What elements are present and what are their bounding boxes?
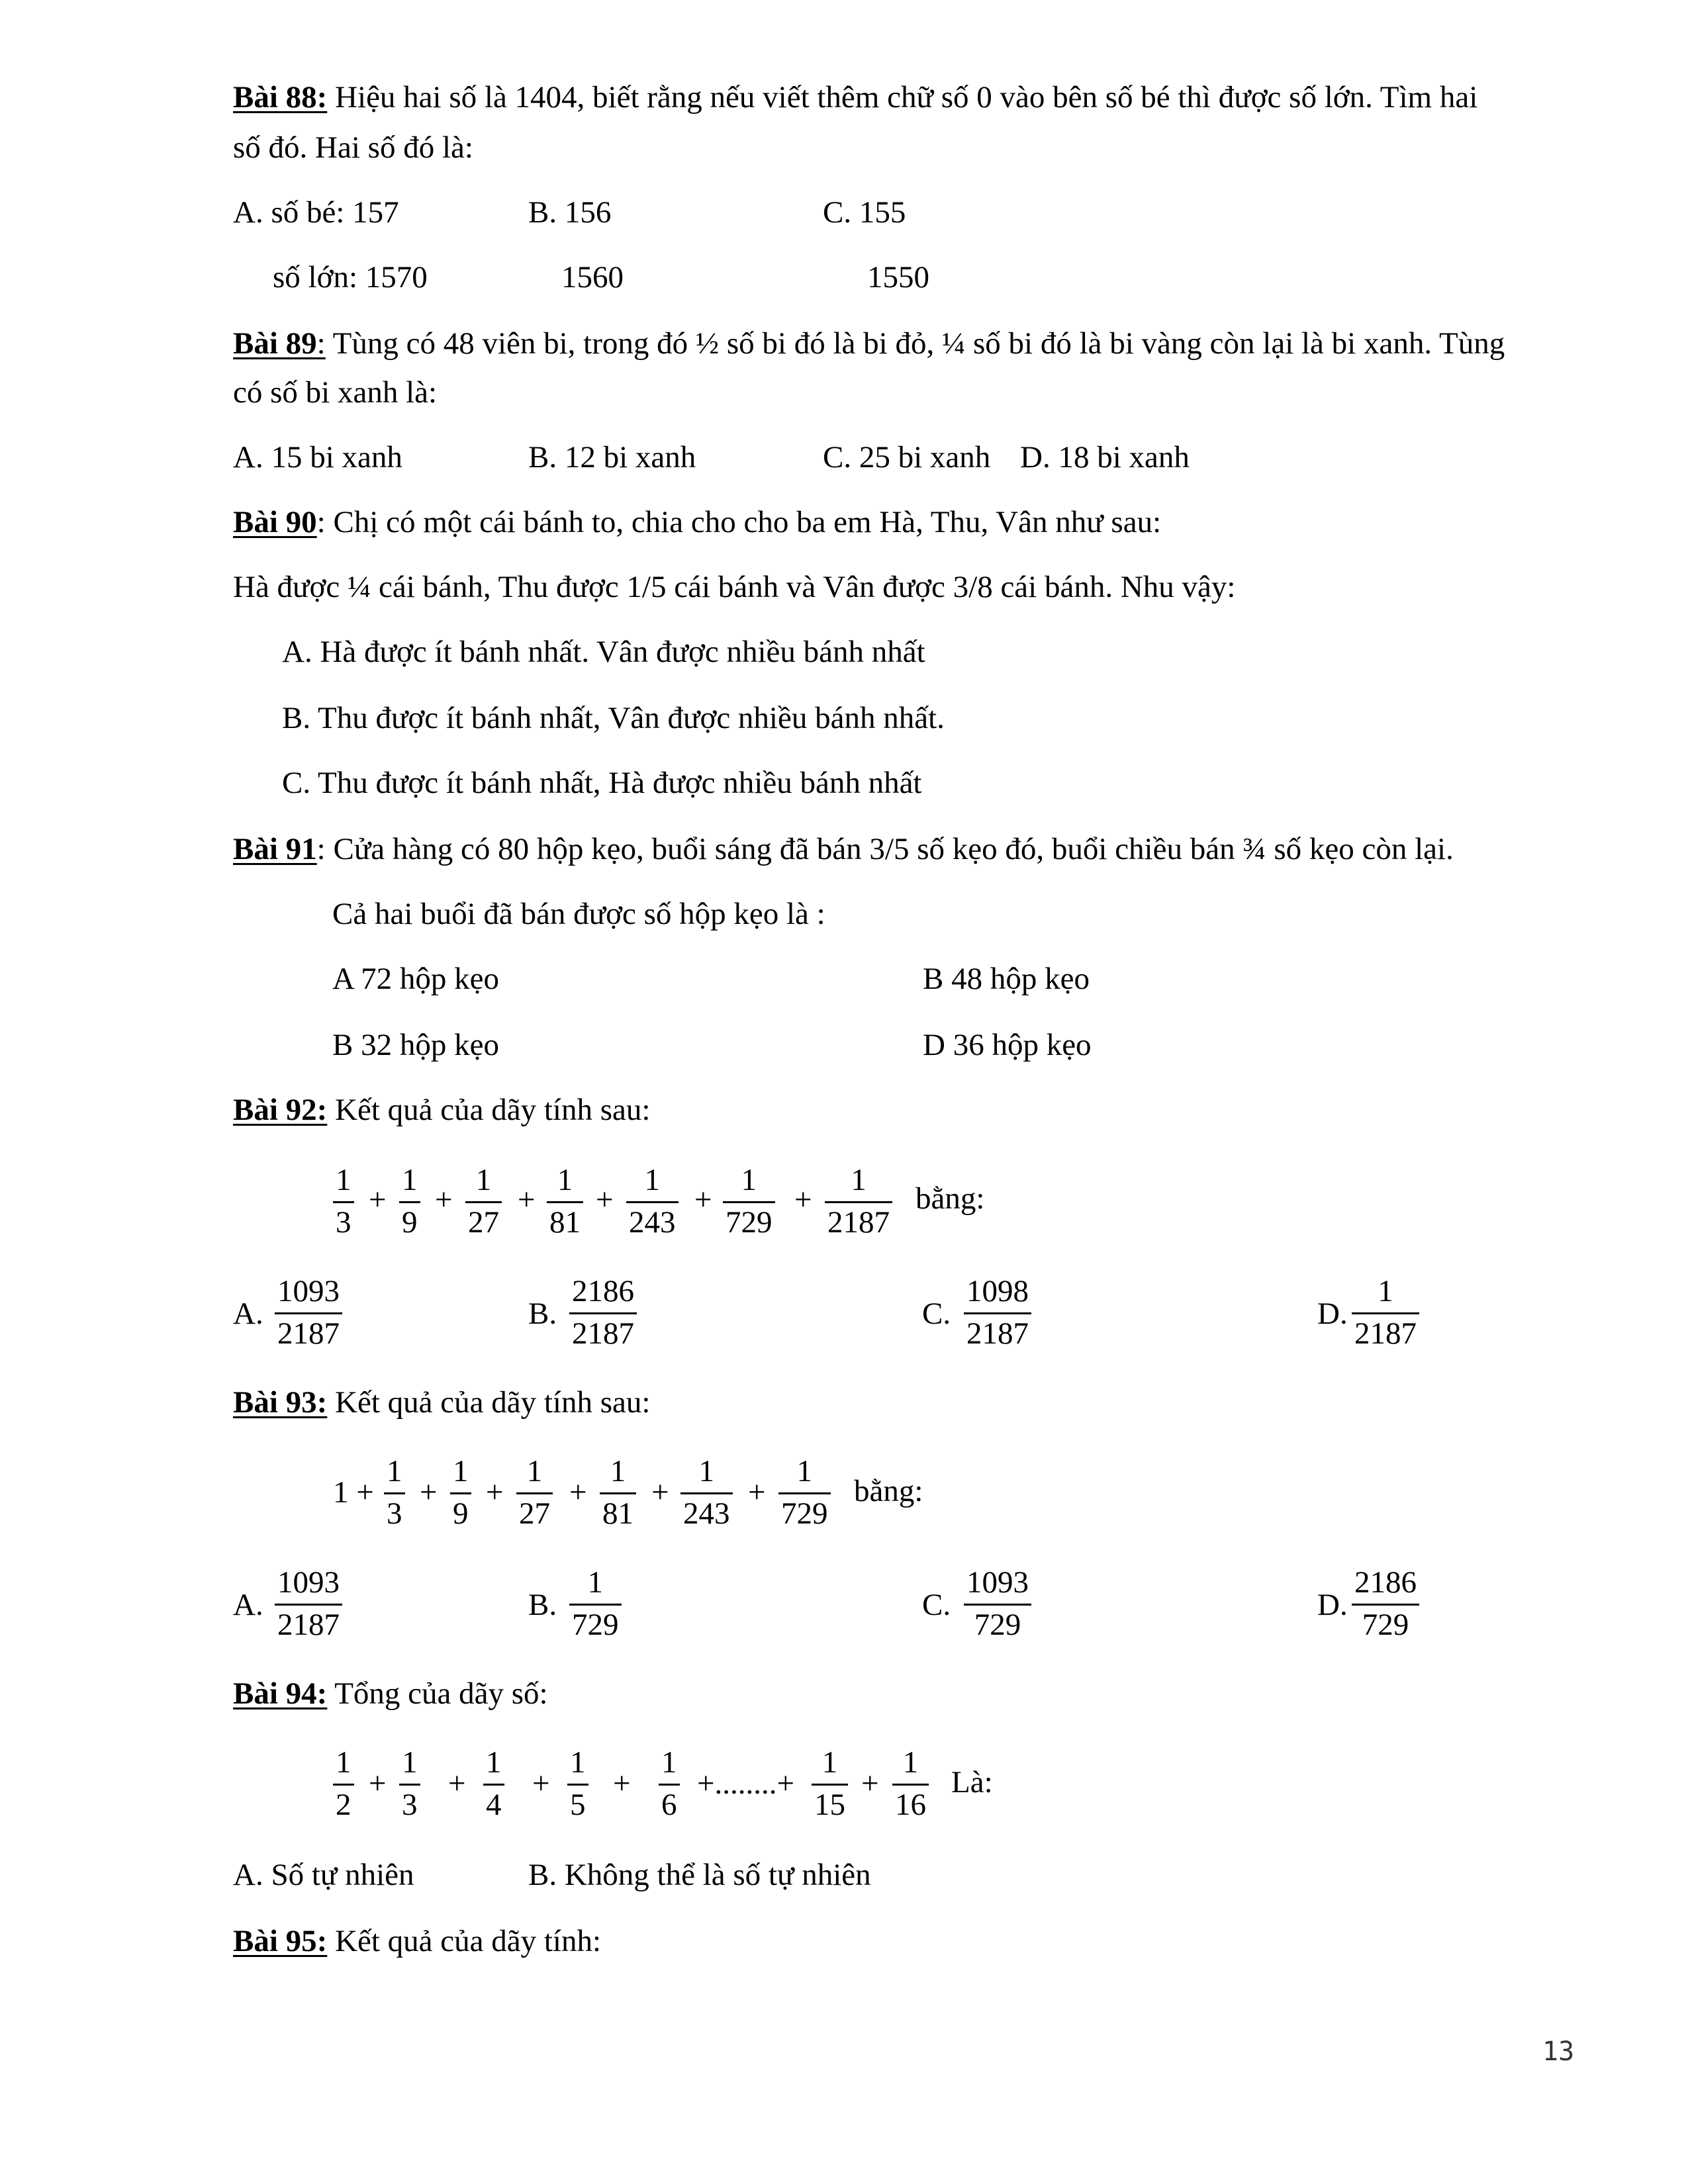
p94-tail: Là: [951,1765,993,1799]
plus-sign: + [518,1183,536,1217]
problem-95-label: Bài 95: [233,1924,328,1958]
plus-sign: + [613,1766,631,1801]
p89-option-d: D. 18 bi xanh [1020,440,1190,475]
p93-term-3: 1 27 [516,1456,553,1529]
problem-89-label: Bài 89 [233,326,317,361]
p93-lead: 1 + [333,1475,374,1510]
p89-option-a: A. 15 bi xanh [233,440,402,475]
problem-95-line1: Bài 95: Kết quả của dãy tính: [233,1924,602,1958]
p93-term-5: 1 243 [680,1456,733,1529]
plus-sign: + [694,1183,712,1217]
p94-term-5: 1 6 [659,1747,680,1821]
plus-sign: + [596,1183,614,1217]
p94-option-b: B. Không thể là số tự nhiên [528,1858,871,1892]
p93-term-6: 1 729 [778,1456,831,1529]
p93-term-2: 1 9 [450,1456,471,1529]
problem-91-line2: Cả hai buổi đã bán được số hộp kẹo là : [332,897,825,931]
p92-term-7: 1 2187 [825,1165,892,1238]
problem-89-line2: có số bi xanh là: [233,375,438,410]
p94-ellipsis: +........+ [697,1766,795,1801]
p88-option-a: A. số bé: 157 [233,195,399,230]
p92-term-4: 1 81 [547,1165,583,1238]
p94-term-2: 1 3 [399,1747,420,1821]
problem-88-line1: Bài 88: Hiệu hai số là 1404, biết rằng nếu viết thêm chữ số 0 vào bên số bé thì được số lớn. Tìm hai [233,80,1478,114]
page-number: 13 [1542,2036,1575,2067]
p92-option-d-label: D. [1317,1297,1348,1331]
p94-term-7: 1 16 [892,1747,929,1821]
p88-option-b-large: 1560 [561,260,624,295]
plus-sign: + [748,1475,766,1510]
p92-option-b-label: B. [528,1297,557,1331]
plus-sign: + [486,1475,504,1510]
p94-term-1: 1 2 [333,1747,354,1821]
problem-93-line1: Bài 93: Kết quả của dãy tính sau: [233,1385,651,1420]
p92-term-6: 1 729 [723,1165,775,1238]
plus-sign: + [794,1183,812,1217]
p93-option-c-label: C. [922,1588,951,1622]
problem-88-line2: số đó. Hai số đó là: [233,130,473,165]
plus-sign: + [569,1475,587,1510]
problem-90-line1: Bài 90: Chị có một cái bánh to, chia cho cho ba em Hà, Thu, Vân như sau: [233,505,1162,539]
problem-94-label: Bài 94: [233,1676,328,1711]
p92-term-2: 1 9 [399,1165,420,1238]
problem-89-line1: Bài 89: Tùng có 48 viên bi, trong đó ½ số bi đó là bi đỏ, ¼ số bi đó là bi vàng còn lại là bi xanh. Tùng [233,326,1505,361]
plus-sign: + [448,1766,466,1801]
p93-option-d-label: D. [1317,1588,1348,1622]
problem-94-line1: Bài 94: Tổng của dãy số: [233,1676,548,1711]
plus-sign: + [369,1183,387,1217]
p91-option-b: B 48 hộp kẹo [923,962,1090,996]
p93-tail: bằng: [854,1474,923,1508]
p93-term-4: 1 81 [600,1456,636,1529]
p88-option-b: B. 156 [528,195,612,230]
p93-term-1: 1 3 [384,1456,405,1529]
p94-term-6: 1 15 [812,1747,848,1821]
p91-option-a: A 72 hộp kẹo [332,962,499,996]
p92-tail: bằng: [915,1181,985,1216]
p92-option-c: 1098 2187 [964,1276,1031,1349]
plus-sign: + [420,1475,438,1510]
plus-sign: + [435,1183,453,1217]
p90-option-c: C. Thu được ít bánh nhất, Hà được nhiều bánh nhất [282,766,922,800]
p92-option-b: 2186 2187 [569,1276,637,1349]
p89-option-c: C. 25 bi xanh [823,440,991,475]
p92-term-5: 1 243 [626,1165,679,1238]
p92-option-a: 1093 2187 [275,1276,342,1349]
p93-option-c: 1093 729 [964,1567,1031,1641]
p94-term-3: 1 4 [483,1747,504,1821]
problem-91-line1: Bài 91: Cửa hàng có 80 hộp kẹo, buổi sáng đã bán 3/5 số kẹo đó, buổi chiều bán ¾ số kẹo còn lại. [233,832,1454,866]
p93-option-a: 1093 2187 [275,1567,342,1641]
p93-option-b: 1 729 [569,1567,622,1641]
problem-92-label: Bài 92: [233,1093,328,1127]
p90-option-a: A. Hà được ít bánh nhất. Vân được nhiều bánh nhất [282,635,925,669]
plus-sign: + [861,1766,879,1801]
problem-90-line2: Hà được ¼ cái bánh, Thu được 1/5 cái bánh và Vân được 3/8 cái bánh. Nhu vậy: [233,570,1236,604]
p92-term-1: 1 3 [333,1165,354,1238]
p94-term-4: 1 5 [567,1747,588,1821]
p88-option-c: C. 155 [823,195,906,230]
p94-option-a: A. Số tự nhiên [233,1858,414,1892]
p93-option-b-label: B. [528,1588,557,1622]
p91-option-d: D 36 hộp kẹo [923,1028,1092,1062]
p90-option-b: B. Thu được ít bánh nhất, Vân được nhiều bánh nhất. [282,701,945,735]
p88-option-a-large: số lớn: 1570 [273,260,428,295]
p92-term-3: 1 27 [465,1165,502,1238]
problem-91-label: Bài 91 [233,832,317,866]
p93-option-a-label: A. [233,1588,263,1622]
p89-option-b: B. 12 bi xanh [528,440,696,475]
p92-option-c-label: C. [922,1297,951,1331]
problem-88-label: Bài 88: [233,80,328,114]
plus-sign: + [532,1766,550,1801]
problem-90-label: Bài 90 [233,505,317,539]
problem-92-line1: Bài 92: Kết quả của dãy tính sau: [233,1093,651,1127]
p92-option-d: 1 2187 [1352,1276,1419,1349]
plus-sign: + [369,1766,387,1801]
p92-option-a-label: A. [233,1297,263,1331]
plus-sign: + [651,1475,669,1510]
p91-option-c: B 32 hộp kẹo [332,1028,499,1062]
p93-option-d: 2186 729 [1352,1567,1419,1641]
problem-93-label: Bài 93: [233,1385,328,1420]
p88-option-c-large: 1550 [867,260,929,295]
